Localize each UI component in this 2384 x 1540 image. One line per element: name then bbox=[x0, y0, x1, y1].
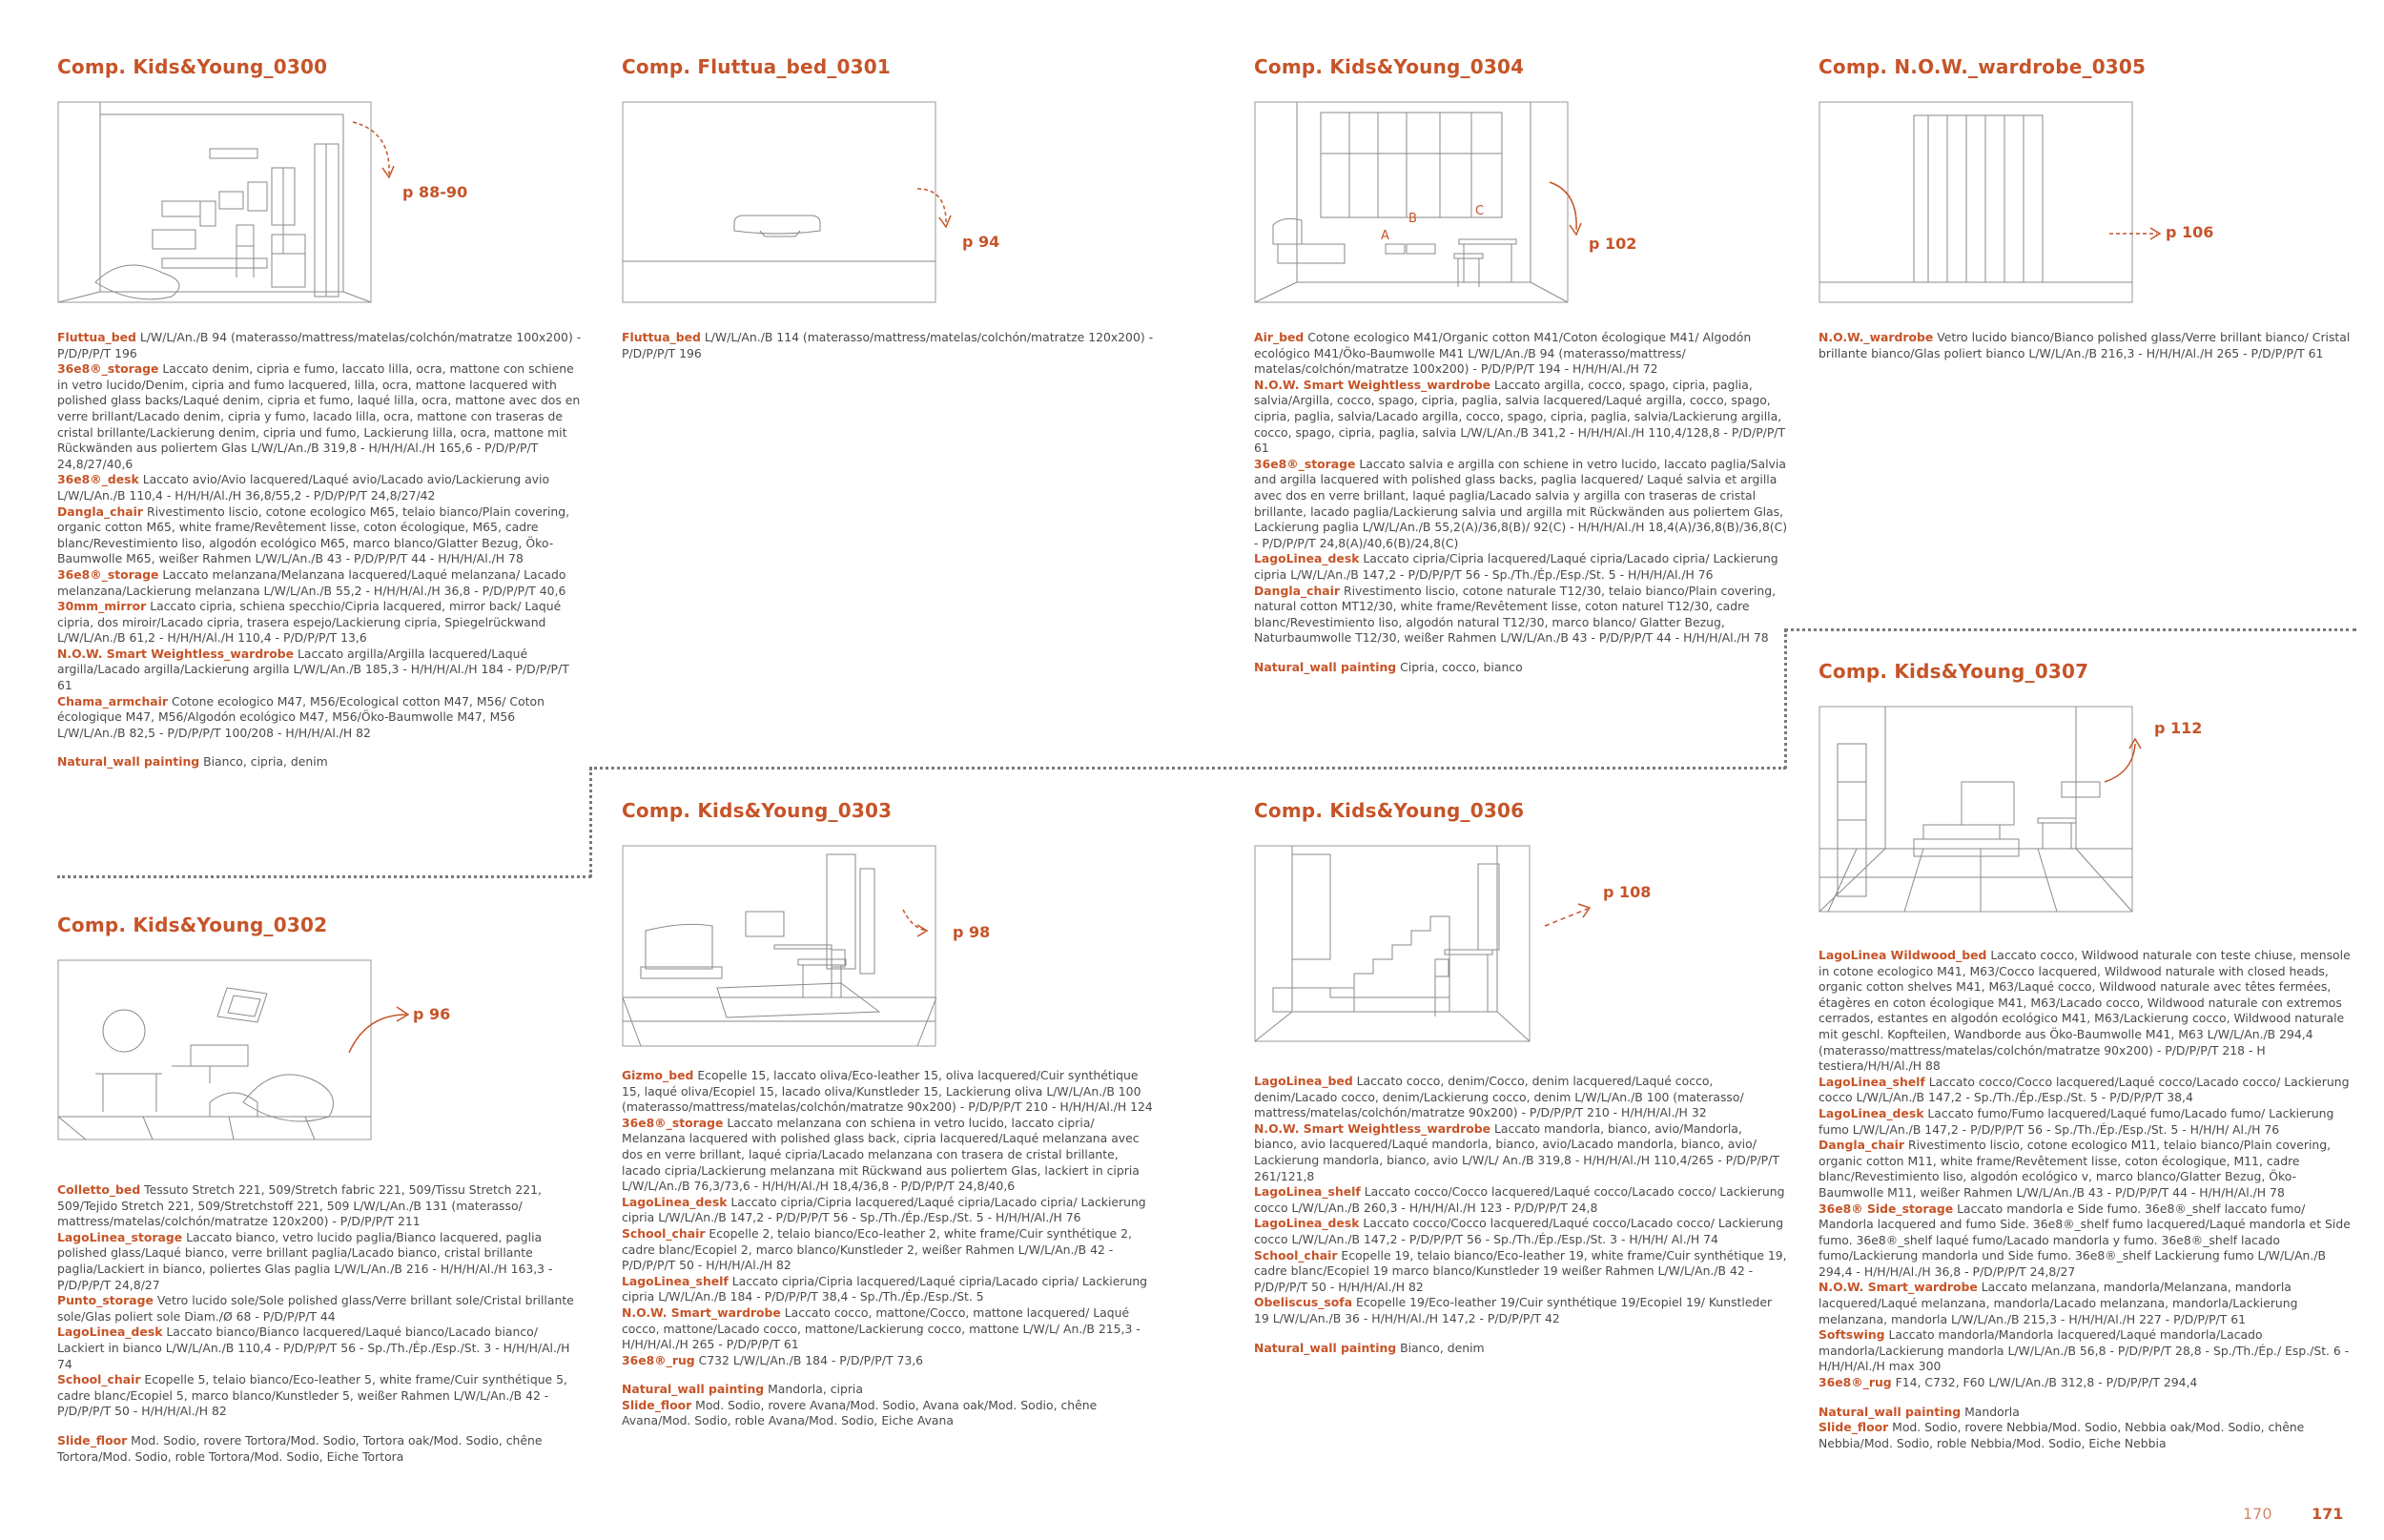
product-spec: Laccato argilla/Argilla lacquered/Laqué argilla/Lacado argilla/Lackierung argilla L/W/L/An./B 185,3 - H/H/H/Al./H 184 - P/D/P/P/T 61 bbox=[57, 646, 569, 693]
list-item bbox=[1254, 1216, 1788, 1247]
product-name: Dangla_chair bbox=[1819, 1138, 1905, 1153]
list-item bbox=[57, 330, 586, 361]
product-name: 36e8®_rug bbox=[1819, 1375, 1892, 1390]
product-name: LagoLinea_desk bbox=[622, 1194, 728, 1209]
list-item bbox=[1254, 330, 1788, 378]
comp-kids-young-0304 bbox=[1254, 55, 1788, 675]
product-spec: Cotone ecologico M41/Organic cotton M41/Coton écologique M41/ Algodón ecológico M41/Öko-Baumwolle M41 L/W/L/An./B 94 (materasso/mattress/ matelas/colchón/matratze 100x200) - P/D/P/P/T 194 - H/H/H/Al./H 72 bbox=[1254, 330, 1752, 377]
page-reference[interactable]: p 88-90 bbox=[402, 183, 468, 201]
list-item bbox=[1819, 1405, 2353, 1421]
comp-kids-young-0300 bbox=[57, 55, 586, 770]
page-reference[interactable]: p 108 bbox=[1603, 883, 1652, 901]
product-name: School_chair bbox=[1254, 1247, 1338, 1263]
list-item bbox=[1254, 1248, 1788, 1296]
product-spec: Rivestimento liscio, cotone ecologico M65, telaio bianco/Plain covering, organic cotton M65, white frame/Revêtement lisse, coton écologique, M65, cadre blanc/Revestimiento liso, algodón ecológico M65, marco blanco/Glatter Bezug, Öko-Baumwolle M65, weißer Rahmen L/W/L/An./B 43 - P/D/P/P/T 44 - H/H/H/Al./H 78 bbox=[57, 503, 570, 566]
product-name: Colletto_bed bbox=[57, 1182, 141, 1197]
list-item bbox=[1819, 330, 2353, 361]
product-name: 36e8®_rug bbox=[622, 1352, 695, 1367]
room-sketch bbox=[622, 101, 1156, 301]
product-name: 36e8®_storage bbox=[57, 566, 159, 582]
product-name: Slide_floor bbox=[57, 1432, 128, 1448]
product-spec: Laccato melanzana con schiena in vetro lucido, laccato cipria/ Melanzana lacquered with polished glass back, cipria lacquered/Laqué melanzana avec dos en verre brillant, laqué cipria/Lacado melanzana con trasera de cristal brillante, lacado cipria/Lackierung melanzana mit Rückwand aus poliertem Glas, lackiert in cipria L/W/L/An./B 76,3/73,6 - H/H/H/Al./H 18,4/36,8 - P/D/P/P/T 24,8/40,6 bbox=[622, 1115, 1140, 1194]
page-reference[interactable]: p 98 bbox=[953, 923, 991, 941]
product-name: 36e8®_storage bbox=[622, 1115, 724, 1130]
product-name: LagoLinea_desk bbox=[1819, 1105, 1924, 1120]
product-name: LagoLinea Wildwood_bed bbox=[1819, 948, 1987, 962]
list-item bbox=[1254, 1184, 1788, 1216]
product-spec: Ecopelle 19/Eco-leather 19/Cuir synthétique 19/Ecopiel 19/ Kunstleder 19 L/W/L/An./B 36 - H/H/H/Al./H 147,2 - P/D/P/P/T 42 bbox=[1254, 1295, 1773, 1325]
list-item bbox=[57, 361, 586, 472]
comp-now-wardrobe-0305 bbox=[1819, 55, 2353, 361]
page-number-right: 171 bbox=[2312, 1505, 2344, 1523]
product-name: School_chair bbox=[57, 1372, 141, 1387]
list-item bbox=[1819, 1420, 2353, 1451]
product-spec: Ecopelle 15, laccato oliva/Eco-leather 15, oliva lacquered/Cuir synthétique 15, laqué oliva/Ecopiel 15, lacado oliva/Kunstleder 15, Lackierung oliva L/W/L/An./B 100 (materasso/mattress/matelas/colchón/matratze 90x200) - P/D/P/P/T 210 - H/H/H/Al./H 124 bbox=[622, 1068, 1153, 1115]
product-spec: Ecopelle 2, telaio bianco/Eco-leather 2, white frame/Cuir synthétique 2, cadre blanc/Ecopiel 2, marco blanco/Kunstleder 2, weißer Rahmen L/W/L/An./B 42 - P/D/P/P/T 50 - H/H/H/Al./H 82 bbox=[622, 1225, 1132, 1273]
product-name: 30mm_mirror bbox=[57, 599, 147, 614]
list-item bbox=[1254, 1295, 1788, 1326]
product-spec: Laccato cipria/Cipria lacquered/Laqué cipria/Lacado cipria/ Lackierung cipria L/W/L/An./B 147,2 - P/D/P/P/T 56 - Sp./Th./Ép./Esp./St. 5 - H/H/H/Al./H 76 bbox=[622, 1194, 1146, 1225]
product-name: LagoLinea_storage bbox=[57, 1229, 183, 1244]
product-name: Obeliscus_sofa bbox=[1254, 1295, 1353, 1310]
product-name: LagoLinea_desk bbox=[1254, 1216, 1360, 1231]
product-name: 36e8® Side_storage bbox=[1819, 1201, 1954, 1216]
sketch-label-c: C bbox=[1475, 204, 1485, 218]
product-spec: Laccato bianco/Bianco lacquered/Laqué bianco/Lacado bianco/ Lackiert in bianco L/W/L/An./B 110,4 - P/D/P/P/T 56 - Sp./Th./Ép./Esp./St. 3 - H/H/H/Al./H 74 bbox=[57, 1324, 570, 1371]
list-item bbox=[1254, 1341, 1788, 1357]
product-spec: Laccato melanzana/Melanzana lacquered/Laqué melanzana/ Lacado melanzana/Lackierung melanzana L/W/L/An./B 55,2 - H/H/H/Al./H 36,8 - P/D/P/P/T 40,6 bbox=[57, 566, 566, 598]
list-item bbox=[1819, 1075, 2353, 1106]
list-item bbox=[1254, 551, 1788, 583]
comp-kids-young-0302 bbox=[57, 914, 586, 1465]
product-spec: Laccato cocco/Cocco lacquered/Laqué cocco/Lacado cocco/ Lackierung cocco L/W/L/An./B 260,3 - H/H/H/Al./H 123 - P/D/P/P/T 24,8 bbox=[1254, 1184, 1785, 1215]
list-item bbox=[1819, 948, 2353, 1075]
list-item bbox=[622, 1068, 1156, 1116]
product-list bbox=[57, 330, 586, 770]
product-spec: Cipria, cocco, bianco bbox=[1396, 659, 1523, 674]
product-spec: Laccato mandorla, bianco, avio/Mandorla, bianco, avio lacquered/Laqué mandorla, bianco, avio/Lacado mandorla, bianco, avio/ Lackierung mandorla, bianco, avio L/W/L/ An./B 319,8 - H/H/H/Al./H 110,4/265 - P/D/P/P/T 261/121,8 bbox=[1254, 1120, 1779, 1183]
product-name: Gizmo_bed bbox=[622, 1068, 694, 1082]
list-item bbox=[1819, 1327, 2353, 1375]
divider-line bbox=[57, 875, 591, 878]
product-name: LagoLinea_shelf bbox=[1819, 1074, 1925, 1089]
room-sketch bbox=[1819, 101, 2353, 301]
product-spec: Bianco, denim bbox=[1396, 1340, 1485, 1355]
room-sketch bbox=[57, 959, 586, 1160]
comp-title: Comp. Fluttua_bed_0301 bbox=[622, 55, 892, 78]
page-reference[interactable]: p 94 bbox=[962, 233, 1000, 251]
product-name: Softswing bbox=[1819, 1327, 1885, 1343]
product-spec: Laccato denim, cipria e fumo, laccato lilla, ocra, mattone con schiene in vetro lucido/Denim, cipria and fumo lacquered, lilla, ocra, mattone lacquered with polished glass backs/Laqué denim, cipria et fumo, laqué lilla, ocra, mattone avec dos en verre brillant/Lacado denim, cipria y fumo, lacado lilla, ocra, mattone con traseras de cristal brillante/Lackierung denim, cipria und fumo, Lackierung lilla, ocra, mattone mit Rückwänden aus poliertem Glas L/W/L/An./B 319,8 - H/H/H/Al./H 165,6 - P/D/P/P/T 24,8/27/40,6 bbox=[57, 361, 581, 471]
product-spec: Laccato bianco, vetro lucido paglia/Bianco lacquered, paglia polished glass/Laqué bianco, verre brillant paglia/Lacado bianco, cristal brillante paglia/Lackiert in bianco, poliertes Glas paglia L/W/L/An./B 216 - H/H/H/Al./H 163,3 - P/D/P/P/T 24,8/27 bbox=[57, 1229, 553, 1292]
sketch-label-b: B bbox=[1408, 212, 1417, 226]
list-item bbox=[57, 1372, 586, 1420]
page-reference[interactable]: p 106 bbox=[2166, 223, 2214, 241]
product-name: LagoLinea_shelf bbox=[1254, 1184, 1361, 1200]
product-spec: Laccato mandorla/Mandorla lacquered/Laqué mandorla/Lacado mandorla/Lackierung mandorla L/W/L/An./B 56,8 - P/D/P/P/T 28,8 - Sp./Th./Ép./ Esp./St. 6 - H/H/H/Al./H max 300 bbox=[1819, 1327, 2350, 1374]
list-item bbox=[1254, 1121, 1788, 1184]
list-item bbox=[57, 1324, 586, 1372]
list-item bbox=[622, 1226, 1156, 1274]
page-reference[interactable]: p 112 bbox=[2154, 719, 2203, 737]
comp-title: Comp. N.O.W._wardrobe_0305 bbox=[1819, 55, 2147, 78]
product-name: Dangla_chair bbox=[1254, 583, 1341, 598]
comp-title: Comp. Kids&Young_0300 bbox=[57, 55, 328, 78]
product-name: N.O.W._wardrobe bbox=[1819, 330, 1934, 344]
product-spec: Laccato cipria/Cipria lacquered/Laqué cipria/Lacado cipria/ Lackierung cipria L/W/L/An./B 184 - P/D/P/P/T 38,4 - Sp./Th./Ép./Esp./St. 5 bbox=[622, 1273, 1148, 1304]
list-item bbox=[1819, 1106, 2353, 1138]
page-reference[interactable]: p 102 bbox=[1589, 235, 1637, 253]
product-list bbox=[1254, 1074, 1788, 1356]
product-list bbox=[1254, 330, 1788, 675]
product-spec: Laccato cipria/Cipria lacquered/Laqué cipria/Lacado cipria/ Lackierung cipria L/W/L/An./B 147,2 - P/D/P/P/T 56 - Sp./Th./Ép./Esp./St. 5 - H/H/H/Al./H 76 bbox=[1254, 551, 1778, 582]
list-item bbox=[57, 567, 586, 599]
list-item bbox=[1254, 457, 1788, 552]
product-name: N.O.W. Smart Weightless_wardrobe bbox=[1254, 1120, 1491, 1136]
product-name: Natural_wall painting bbox=[1254, 1340, 1397, 1355]
divider-line bbox=[589, 768, 592, 877]
product-spec: L/W/L/An./B 114 (materasso/mattress/matelas/colchón/matratze 120x200) - P/D/P/P/T 196 bbox=[622, 330, 1154, 360]
list-item bbox=[1254, 584, 1788, 647]
product-name: Natural_wall painting bbox=[622, 1382, 765, 1397]
product-spec: Vetro lucido sole/Sole polished glass/Verre brillant sole/Cristal brillante sole/Glas poliert sole Diam./Ø 68 - P/D/P/P/T 44 bbox=[57, 1293, 574, 1324]
list-item bbox=[57, 504, 586, 567]
product-spec: Vetro lucido bianco/Bianco polished glass/Verre brillant bianco/ Cristal brillante bianco/Glas poliert bianco L/W/L/An./B 216,3 - H/H/H/Al./H 265 - P/D/P/P/T 61 bbox=[1819, 330, 2351, 360]
product-name: N.O.W. Smart_wardrobe bbox=[622, 1304, 781, 1320]
product-spec: Laccato fumo/Fumo lacquered/Laqué fumo/Lacado fumo/ Lackierung fumo L/W/L/An./B 147,2 - P/D/P/P/T 56 - Sp./Th./Ép./Esp./St. 5 - H/H/H/ Al./H 76 bbox=[1819, 1105, 2334, 1137]
list-item bbox=[622, 1398, 1156, 1429]
list-item bbox=[57, 1230, 586, 1293]
room-sketch bbox=[1819, 706, 2353, 925]
divider-line bbox=[1784, 629, 1787, 769]
product-name: LagoLinea_desk bbox=[1254, 551, 1360, 566]
list-item bbox=[57, 694, 586, 742]
product-spec: Ecopelle 19, telaio bianco/Eco-leather 19, white frame/Cuir synthétique 19, cadre blanc/Ecopiel 19 marco blanco/Kunstleder 19 weißer Rahmen L/W/L/An./B 42 - P/D/P/P/T 50 - H/H/H/Al./H 82 bbox=[1254, 1247, 1787, 1294]
list-item bbox=[57, 1433, 586, 1465]
product-name: 36e8®_storage bbox=[1254, 456, 1356, 471]
product-spec: F14, C732, F60 L/W/L/An./B 312,8 - P/D/P/P/T 294,4 bbox=[1891, 1375, 2198, 1390]
list-item bbox=[1819, 1280, 2353, 1327]
product-name: Chama_armchair bbox=[57, 693, 169, 708]
product-list bbox=[622, 330, 1156, 361]
list-item bbox=[57, 1182, 586, 1230]
product-spec: Rivestimento liscio, cotone naturale T12/30, telaio bianco/Plain covering, natural cotton MT12/30, white frame/Revêtement lisse, coton naturel T12/30, cadre blanc/Revestimiento liso, algodón natural T12/30, marco blanco/ Glatter Bezug, Naturbaumwolle T12/30, weißer Rahmen L/W/L/An./B 43 - P/D/P/P/T 44 - H/H/H/Al./H 78 bbox=[1254, 583, 1777, 646]
product-spec: Mandorla bbox=[1961, 1404, 2020, 1419]
product-list bbox=[1819, 330, 2353, 361]
product-spec: Laccato melanzana, mandorla/Melanzana, mandorla lacquered/Laqué melanzana, mandorla/Lacado melanzana, mandorla/Lackierung melanzana, mandorla L/W/L/An./B 215,3 - H/H/H/Al./H 227 - P/D/P/P/T 61 bbox=[1819, 1280, 2298, 1326]
product-list bbox=[1819, 948, 2353, 1451]
product-name: Natural_wall painting bbox=[1254, 659, 1397, 674]
product-spec: Bianco, cipria, denim bbox=[199, 754, 328, 770]
product-spec: Tessuto Stretch 221, 509/Stretch fabric 221, 509/Tissu Stretch 221, 509/Tejido Stretch 221, 509/Stretchstoff 221, 509 L/W/L/An./B 131 (materasso/ mattress/matelas/colchón/matratze 120x200) - P/D/P/P/T 211 bbox=[57, 1182, 542, 1229]
product-name: Punto_storage bbox=[57, 1293, 154, 1308]
page-number-left: 170 bbox=[2243, 1505, 2272, 1523]
product-spec: Mandorla, cipria bbox=[764, 1382, 863, 1397]
room-sketch bbox=[57, 101, 586, 301]
list-item bbox=[1254, 378, 1788, 457]
comp-kids-young-0307 bbox=[1819, 660, 2353, 1451]
list-item bbox=[622, 1116, 1156, 1195]
comp-title: Comp. Kids&Young_0304 bbox=[1254, 55, 1525, 78]
comp-kids-young-0306 bbox=[1254, 799, 1788, 1356]
list-item bbox=[57, 647, 586, 694]
comp-kids-young-0303 bbox=[622, 799, 1156, 1429]
product-name: N.O.W. Smart Weightless_wardrobe bbox=[57, 646, 295, 661]
list-item bbox=[57, 1293, 586, 1324]
product-name: N.O.W. Smart_wardrobe bbox=[1819, 1280, 1978, 1295]
product-spec: L/W/L/An./B 94 (materasso/mattress/matelas/colchón/matratze 100x200) - P/D/P/P/T 196 bbox=[57, 330, 582, 360]
list-item bbox=[1819, 1138, 2353, 1201]
product-list bbox=[57, 1182, 586, 1465]
product-spec: Ecopelle 5, telaio bianco/Eco-leather 5, white frame/Cuir synthétique 5, cadre blanc/Ecopiel 5, marco blanco/Kunstleder 5, weißer Rahmen L/W/L/An./B 42 - P/D/P/P/T 50 - H/H/H/Al./H 82 bbox=[57, 1372, 567, 1419]
divider-line bbox=[1784, 628, 2356, 631]
product-spec: Rivestimento liscio, cotone ecologico M11, telaio bianco/Plain covering, organic cotton M11, white frame/Revêtement lisse, coton écologique, M11, cadre blanc/Revestimiento liso, algodón ecológico v, marco blanco/Glatter Bezug, Öko-Baumwolle M11, weißer Rahmen L/W/L/An./B 43 - P/D/P/P/T 44 - H/H/H/Al./H 78 bbox=[1819, 1138, 2332, 1200]
divider-line bbox=[589, 767, 1786, 770]
product-spec: Laccato cocco/Cocco lacquered/Laqué cocco/Lacado cocco/ Lackierung cocco L/W/L/An./B 147,2 - Sp./Th./Ép./Esp./St. 5 - P/D/P/P/T 38,4 bbox=[1819, 1074, 2350, 1105]
product-spec: Cotone ecologico M47, M56/Ecological cotton M47, M56/ Coton écologique M47, M56/Algodón ecológico M47, M56/Öko-Baumwolle M47, M56 L/W/L/An./B 82,5 - P/D/P/P/T 100/208 - H/H/H/Al./H 82 bbox=[57, 693, 545, 740]
list-item bbox=[622, 330, 1156, 361]
product-spec: Laccato cocco, Wildwood naturale con teste chiuse, mensole in cotone ecologico M41, M63/Cocco lacquered, Wildwood naturale with closed heads, organic cotton shelves M41, M63/Laqué cocco, Wildwood naturale avec têtes fermées, étagères en coton écologique M41, M63/Lacado cocco, Wildwood naturale con extremos cerrados, estantes en algodón ecológico M41, M63/Lackierung cocco, Wildwood naturale mit geschl. Kopfteilen, Wandborde aus Öko-Baumwolle M41, M63 L/W/L/An./B 294,4 (materasso/mattress/matelas/colchón/matratze 90x200) - P/D/P/P/T 218 - H testiera/H/H/Al./H 88 bbox=[1819, 948, 2351, 1074]
page-reference[interactable]: p 96 bbox=[413, 1005, 451, 1023]
product-spec: Laccato cipria, schiena specchio/Cipria lacquered, mirror back/ Laqué cipria, dos miroir/Lacado cipria, trasera espejo/Lackierung cipria, Spiegelrückwand L/W/L/An./B 61,2 - H/H/H/Al./H 110,4 - P/D/P/P/T 13,6 bbox=[57, 599, 562, 646]
list-item bbox=[1254, 660, 1788, 676]
product-name: Air_bed bbox=[1254, 330, 1305, 344]
comp-title: Comp. Kids&Young_0303 bbox=[622, 799, 893, 822]
comp-title: Comp. Kids&Young_0306 bbox=[1254, 799, 1525, 822]
product-name: Natural_wall painting bbox=[1819, 1404, 1962, 1419]
comp-fluttua-bed-0301 bbox=[622, 55, 1156, 361]
list-item bbox=[57, 472, 586, 503]
product-spec: Laccato mandorla e Side fumo. 36e8®_shelf laccato fumo/ Mandorla lacquered and fumo Side. 36e8®_shelf fumo lacquered/Laqué mandorla et Side fumo. 36e8®_shelf laqué fumo/Lacado mandorla y fumo. 36e8®_shelf lacado fumo/Lackierung mandorla und Side fumo. 36e8®_shelf Lackierung fumo L/W/L/An./B 294,4 - H/H/H/Al./H 36,8 - P/D/P/P/T 24,8/27 bbox=[1819, 1201, 2351, 1279]
product-name: Slide_floor bbox=[622, 1397, 692, 1412]
product-spec: Laccato cocco, mattone/Cocco, mattone lacquered/ Laqué cocco, mattone/Lacado cocco, mattone/Lackierung cocco, mattone L/W/L/ An./B 215,3 - H/H/H/Al./H 265 - P/D/P/P/T 61 bbox=[622, 1304, 1141, 1352]
comp-title: Comp. Kids&Young_0307 bbox=[1819, 660, 2089, 683]
product-name: 36e8®_desk bbox=[57, 472, 139, 487]
list-item bbox=[622, 1353, 1156, 1369]
product-spec: Laccato avio/Avio lacquered/Laqué avio/Lacado avio/Lackierung avio L/W/L/An./B 110,4 - H/H/H/Al./H 36,8/55,2 - P/D/P/P/T 24,8/27/42 bbox=[57, 472, 550, 503]
product-spec: Laccato argilla, cocco, spago, cipria, paglia, salvia/Argilla, cocco, spago, cipria, paglia, salvia lacquered/Laqué argilla, cocco, spago, cipria, paglia, salvia/Lacado argilla, cocco, spago, cipria, paglia, salvia/Lackierung argilla, cocco, spago, cipria, paglia, salvia L/W/L/An./B 341,2 - H/H/H/Al./H 110,4/128,8 - P/D/P/P/T 61 bbox=[1254, 377, 1786, 456]
product-name: Natural_wall painting bbox=[57, 754, 200, 770]
product-spec: Laccato cocco/Cocco lacquered/Laqué cocco/Lacado cocco/ Lackierung cocco L/W/L/An./B 147,2 - P/D/P/P/T 56 - Sp./Th./Ép./Esp./St. 3 - H/H/H/ Al./H 74 bbox=[1254, 1216, 1784, 1246]
product-name: School_chair bbox=[622, 1225, 706, 1241]
list-item bbox=[57, 754, 586, 770]
product-name: Dangla_chair bbox=[57, 503, 144, 519]
product-spec: Mod. Sodio, rovere Avana/Mod. Sodio, Avana oak/Mod. Sodio, chêne Avana/Mod. Sodio, roble Avana/Mod. Sodio, Eiche Avana bbox=[622, 1397, 1098, 1428]
product-name: Slide_floor bbox=[1819, 1420, 1889, 1435]
product-spec: Mod. Sodio, rovere Tortora/Mod. Sodio, Tortora oak/Mod. Sodio, chêne Tortora/Mod. Sodio, roble Tortora/Mod. Sodio, Eiche Tortora bbox=[57, 1432, 543, 1464]
product-list bbox=[622, 1068, 1156, 1429]
room-sketch bbox=[622, 845, 1156, 1045]
product-name: Fluttua_bed bbox=[622, 330, 701, 344]
list-item bbox=[57, 599, 586, 647]
room-sketch bbox=[1254, 845, 1788, 1045]
product-name: LagoLinea_shelf bbox=[622, 1273, 729, 1288]
list-item bbox=[622, 1195, 1156, 1226]
product-name: LagoLinea_bed bbox=[1254, 1074, 1353, 1088]
product-name: LagoLinea_desk bbox=[57, 1324, 163, 1340]
list-item bbox=[622, 1274, 1156, 1305]
sketch-label-a: A bbox=[1381, 229, 1389, 243]
list-item bbox=[1819, 1201, 2353, 1281]
product-name: Fluttua_bed bbox=[57, 330, 136, 344]
comp-title: Comp. Kids&Young_0302 bbox=[57, 914, 328, 936]
list-item bbox=[622, 1382, 1156, 1398]
product-spec: C732 L/W/L/An./B 184 - P/D/P/P/T 73,6 bbox=[694, 1352, 924, 1367]
product-spec: Laccato salvia e argilla con schiene in vetro lucido, laccato paglia/Salvia and argilla lacquered with polished glass backs, paglia lacquered/ Laqué salvia et argilla avec dos en verre brillant, laqué paglia/Lacado salvia y argilla con traseras de cristal brillante, lacado paglia/Lackierung salvia und argilla mit Rückwänden aus poliertem Glas, Lackierung paglia L/W/L/An./B 55,2(A)/36,8(B)/ 92(C) - H/H/H/Al./H 18,4(A)/36,8(B)/36,8(C) - P/D/P/P/T 24,8(A)/40,6(B)/24,8(C) bbox=[1254, 456, 1788, 550]
product-name: 36e8®_storage bbox=[57, 361, 159, 377]
product-name: N.O.W. Smart Weightless_wardrobe bbox=[1254, 377, 1491, 392]
product-spec: Mod. Sodio, rovere Nebbia/Mod. Sodio, Nebbia oak/Mod. Sodio, chêne Nebbia/Mod. Sodio, roble Nebbia/Mod. Sodio, Eiche Nebbia bbox=[1819, 1420, 2305, 1450]
list-item bbox=[1254, 1074, 1788, 1121]
product-spec: Laccato cocco, denim/Cocco, denim lacquered/Laqué cocco, denim/Lacado cocco, denim/Lackierung cocco, denim L/W/L/An./B 100 (materasso/ mattress/matelas/colchón/matratze 90x200) - P/D/P/P/T 210 - H/H/H/Al./H 32 bbox=[1254, 1074, 1744, 1120]
list-item bbox=[622, 1305, 1156, 1353]
room-sketch bbox=[1254, 101, 1788, 301]
list-item bbox=[1819, 1375, 2353, 1391]
